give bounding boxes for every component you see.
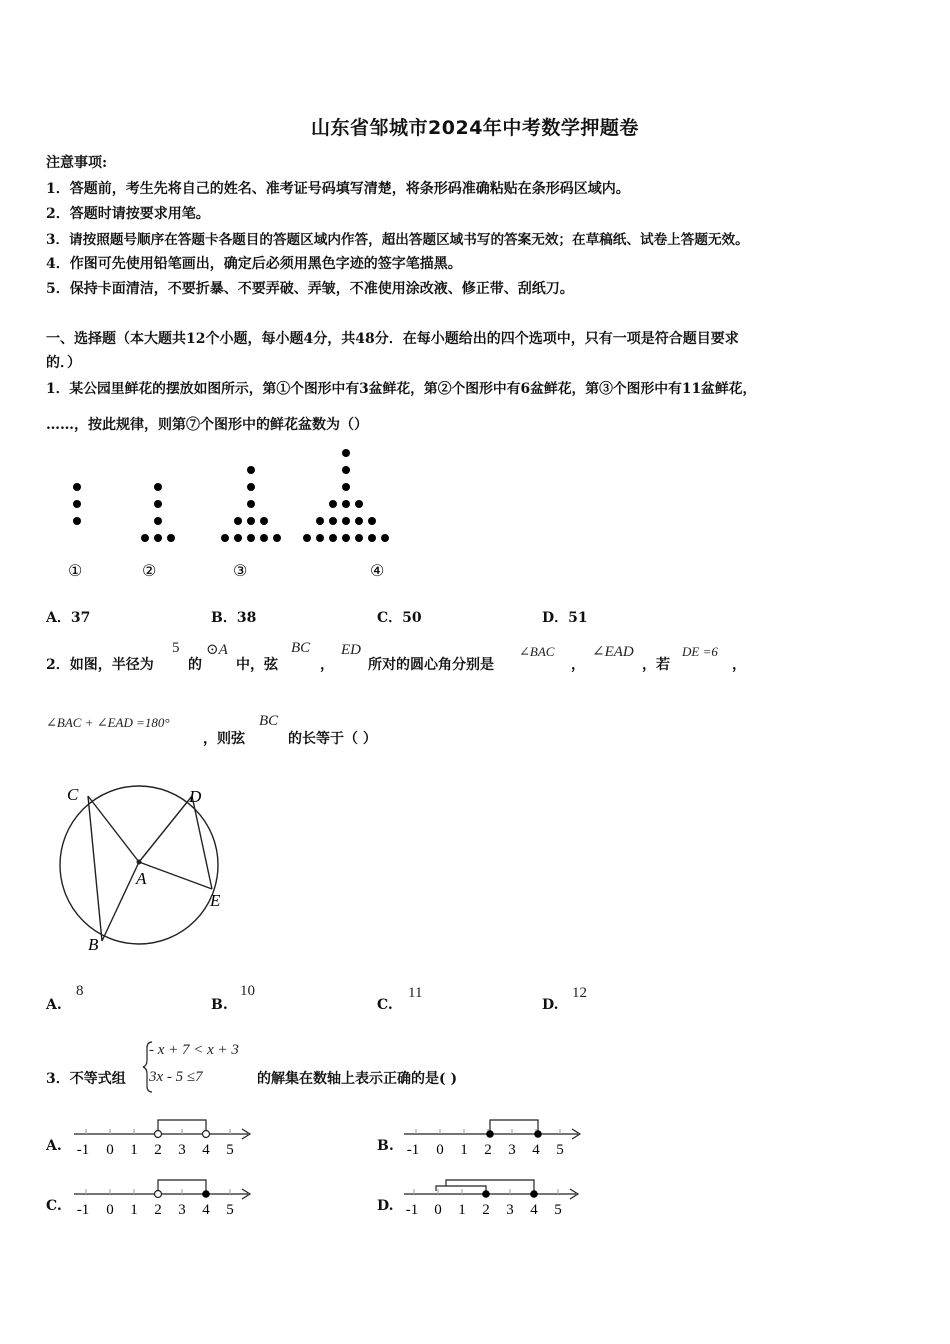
axis-label: 3 — [178, 1142, 186, 1158]
axis-label: 5 — [226, 1142, 234, 1158]
q2-text: 中，弦 — [236, 657, 278, 673]
number-line-d — [400, 1172, 590, 1218]
q2-chord-bc: BC — [291, 640, 311, 656]
figure-label-2: ② — [142, 563, 157, 580]
q1-option-a: A．37 — [46, 610, 91, 626]
axis-label: 3 — [178, 1202, 186, 1218]
axis-label: 4 — [532, 1142, 540, 1158]
q1-option-d: D．51 — [542, 610, 588, 626]
flower-pattern-4 — [303, 449, 389, 542]
flower-pattern-3 — [221, 466, 281, 542]
chord-cb — [88, 796, 102, 941]
q2-radius: 5 — [172, 640, 180, 656]
q2-text: ， — [732, 657, 746, 673]
axis-label: 5 — [556, 1142, 564, 1158]
axis-label: 3 — [508, 1142, 516, 1158]
axis-label: 2 — [154, 1202, 162, 1218]
q1-flower-figure — [50, 440, 450, 590]
radius-ab — [102, 862, 139, 941]
center-point — [137, 860, 142, 865]
axis-label: 0 — [436, 1142, 444, 1158]
q2-option-b-value: 10 — [240, 983, 255, 999]
point-label-e: E — [210, 891, 221, 910]
q2-chord-ed: ED — [341, 642, 361, 658]
axis-label: -1 — [406, 1142, 420, 1158]
axis-label: 4 — [202, 1202, 210, 1218]
q2-angle-ead: ∠EAD — [592, 644, 634, 660]
axis-label: 2 — [154, 1142, 162, 1158]
q3-inequality-1: - x + 7 < x + 3 — [149, 1042, 239, 1058]
radius-ac — [88, 796, 139, 862]
q2-option-d-value: 12 — [572, 985, 587, 1001]
q2-text: 2．如图，半径为 — [46, 657, 154, 673]
axis-label: -1 — [76, 1202, 90, 1218]
notice-item: 4．作图可先使用铅笔画出，确定后必须用黑色字迹的签字笔描黑。 — [46, 256, 462, 272]
flower-pattern-1 — [73, 483, 81, 525]
axis-label: -1 — [405, 1202, 419, 1218]
figure-label-4: ④ — [370, 563, 385, 580]
point-label-b: B — [88, 935, 99, 954]
q2-option-c-letter: C. — [377, 997, 393, 1013]
q3-option-c: C. — [46, 1198, 62, 1214]
q2-text: ，若 — [642, 657, 670, 673]
q2-text: 的长等于（ ） — [288, 731, 377, 747]
notice-heading: 注意事项: — [46, 155, 108, 171]
q3-option-a: A. — [46, 1138, 62, 1154]
axis-label: 5 — [226, 1202, 234, 1218]
radius-ae — [139, 862, 212, 889]
axis-label: 1 — [460, 1142, 468, 1158]
q2-option-a-letter: A. — [46, 997, 62, 1013]
q1-text-line1: 1．某公园里鲜花的摆放如图所示，第①个图形中有3盆鲜花，第②个图形中有6盆鲜花，第③个图形中有11盆鲜花， — [46, 381, 757, 397]
q2-chord-bc-2: BC — [259, 713, 279, 729]
point-label-d: D — [189, 787, 202, 806]
q3-inequality-2: 3x - 5 ≤7 — [149, 1069, 203, 1085]
notice-item: 3．请按照题号顺序在答题卡各题目的答题区域内作答，超出答题区域书写的答案无效；在草稿纸、试卷上答题无效。 — [46, 232, 749, 248]
q1-option-b: B．38 — [211, 610, 257, 626]
q2-text: ， — [571, 657, 585, 673]
q2-text: 的 — [188, 657, 202, 673]
q2-option-c-value: 11 — [408, 985, 423, 1001]
point-label-a: A — [136, 869, 147, 888]
axis-label: 2 — [482, 1202, 490, 1218]
q1-text-line2: ……，按此规律，则第⑦个图形中的鲜花盆数为（） — [46, 417, 368, 433]
axis-label: 4 — [202, 1142, 210, 1158]
q2-option-b-letter: B. — [211, 997, 228, 1013]
page-title: 山东省邹城市2024年中考数学押题卷 — [311, 117, 639, 139]
axis-label: 1 — [130, 1202, 138, 1218]
q2-angle-bac: ∠BAC — [519, 644, 555, 659]
section-heading-line1: 一、选择题（本大题共12个小题，每小题4分，共48分．在每小题给出的四个选项中，只有一项是符合题目要求 — [46, 331, 739, 347]
q2-option-a-value: 8 — [76, 983, 84, 999]
axis-label: -1 — [76, 1142, 90, 1158]
q2-circle-diagram — [50, 778, 250, 958]
q3-option-b: B. — [377, 1138, 394, 1154]
axis-label: 0 — [434, 1202, 442, 1218]
notice-item: 1．答题前，考生先将自己的姓名、准考证号码填写清楚，将条形码准确粘贴在条形码区域内。 — [46, 181, 630, 197]
number-line-b — [400, 1112, 590, 1158]
axis-label: 0 — [106, 1202, 114, 1218]
q2-text: ，则弦 — [203, 731, 245, 747]
figure-label-3: ③ — [233, 563, 248, 580]
axis-label: 3 — [506, 1202, 514, 1218]
axis-label: 2 — [484, 1142, 492, 1158]
figure-label-1: ① — [68, 563, 83, 580]
q2-equation: ∠BAC + ∠EAD =180° — [46, 715, 170, 730]
number-line-a — [70, 1112, 260, 1158]
radius-ad — [139, 796, 192, 862]
section-heading-line2: 的．） — [46, 355, 81, 371]
q1-option-c: C．50 — [377, 610, 422, 626]
axis-label: 1 — [458, 1202, 466, 1218]
point-label-c: C — [67, 785, 79, 804]
chord-de — [192, 796, 212, 889]
q2-circle: ⊙A — [206, 642, 228, 658]
axis-label: 5 — [554, 1202, 562, 1218]
flower-pattern-2 — [141, 483, 175, 542]
q2-condition: DE =6 — [682, 644, 718, 659]
number-line-c — [70, 1172, 260, 1218]
axis-label: 1 — [130, 1142, 138, 1158]
notice-item: 2．答题时请按要求用笔。 — [46, 206, 210, 222]
q2-text: ， — [320, 657, 334, 673]
q2-text: 所对的圆心角分别是 — [368, 657, 494, 673]
q2-option-d-letter: D. — [542, 997, 559, 1013]
axis-label: 4 — [530, 1202, 538, 1218]
q3-text: 3．不等式组 — [46, 1071, 126, 1087]
q3-option-d: D. — [377, 1198, 394, 1214]
axis-label: 0 — [106, 1142, 114, 1158]
q3-text: 的解集在数轴上表示正确的是( ) — [257, 1071, 458, 1087]
notice-item: 5．保持卡面清洁，不要折暴、不要弄破、弄皱，不准使用涂改液、修正带、刮纸刀。 — [46, 281, 574, 297]
